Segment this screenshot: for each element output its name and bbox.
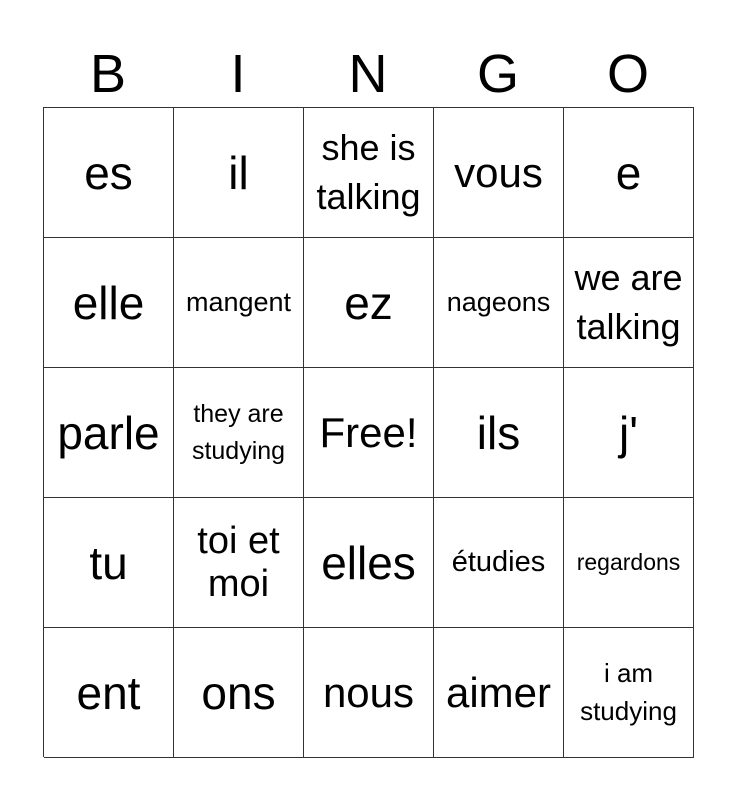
- header-letter-b: B: [89, 44, 127, 104]
- bingo-cell[interactable]: [174, 628, 304, 758]
- bingo-cell[interactable]: [434, 628, 564, 758]
- cell-text: they are studying: [191, 400, 286, 465]
- bingo-cell[interactable]: [44, 108, 174, 238]
- bingo-cell[interactable]: [564, 628, 694, 758]
- bingo-cell[interactable]: [434, 238, 564, 368]
- cell-text: il: [228, 146, 249, 199]
- bingo-cell[interactable]: [564, 108, 694, 238]
- bingo-cell[interactable]: [564, 368, 694, 498]
- cell-text: ent: [76, 666, 141, 719]
- cell-text: elles: [321, 536, 416, 589]
- cell-text: toi et moi: [197, 519, 280, 605]
- cell-text: tu: [89, 536, 128, 589]
- cell-text: nageons: [446, 287, 551, 318]
- cell-text: nous: [322, 668, 415, 716]
- cell-text: ez: [344, 276, 393, 329]
- cell-text: vous: [454, 148, 543, 196]
- bingo-cell[interactable]: [174, 368, 304, 498]
- bingo-cell[interactable]: [174, 498, 304, 628]
- cell-text: mangent: [185, 287, 292, 318]
- cell-text: es: [84, 146, 133, 199]
- header-letter-n: N: [348, 44, 388, 104]
- bingo-cell[interactable]: [564, 238, 694, 368]
- cell-text: étudies: [451, 546, 546, 579]
- cell-text: regardons: [576, 548, 681, 575]
- bingo-cell[interactable]: [304, 498, 434, 628]
- header-letter-g: G: [476, 44, 519, 104]
- bingo-cell[interactable]: [434, 498, 564, 628]
- cell-text: ils: [476, 406, 521, 459]
- cell-text: j': [618, 406, 638, 459]
- bingo-cell[interactable]: [174, 108, 304, 238]
- bingo-cell[interactable]: [44, 368, 174, 498]
- cell-text: Free!: [319, 408, 418, 456]
- cell-text: she is talking: [316, 126, 421, 217]
- bingo-cell[interactable]: [304, 238, 434, 368]
- bingo-cell[interactable]: [44, 498, 174, 628]
- bingo-cell[interactable]: [44, 628, 174, 758]
- bingo-cell[interactable]: [434, 368, 564, 498]
- bingo-header: [43, 40, 693, 108]
- bingo-cell[interactable]: [304, 108, 434, 238]
- header-letter-o: O: [606, 44, 649, 104]
- bingo-cell[interactable]: [304, 628, 434, 758]
- cell-text: i am studying: [580, 657, 677, 726]
- cell-text: aimer: [445, 668, 552, 716]
- bingo-cell[interactable]: [174, 238, 304, 368]
- header-letter-i: I: [230, 44, 246, 104]
- cell-text: ons: [201, 666, 276, 719]
- cell-text: e: [615, 146, 642, 199]
- bingo-cell[interactable]: [564, 498, 694, 628]
- cell-text: elle: [72, 276, 145, 329]
- cell-text: parle: [57, 406, 160, 459]
- bingo-cell[interactable]: [44, 238, 174, 368]
- bingo-cell[interactable]: [434, 108, 564, 238]
- bingo-board: [43, 107, 694, 757]
- free-space-cell: [304, 368, 434, 498]
- cell-text: we are talking: [574, 256, 683, 347]
